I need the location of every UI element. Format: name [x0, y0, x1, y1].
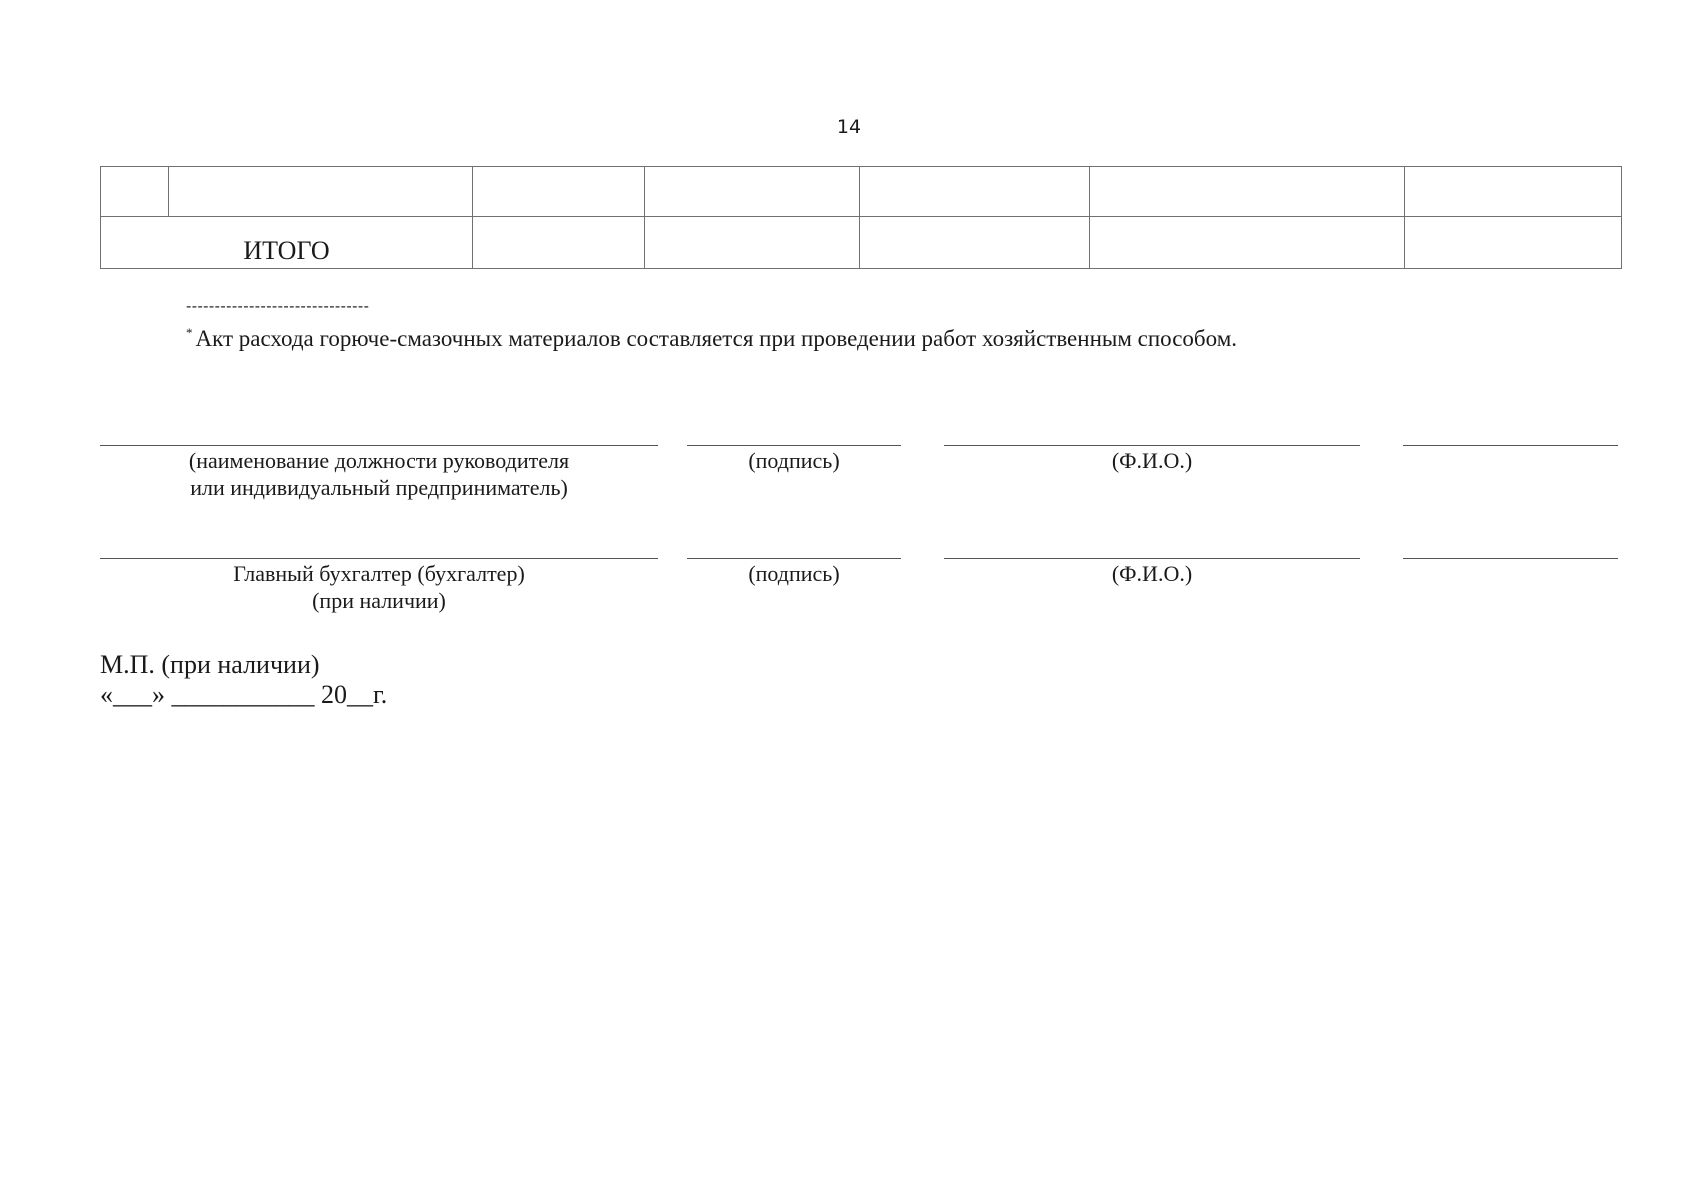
- accountant-position-caption-line1: Главный бухгалтер (бухгалтер): [233, 561, 525, 586]
- total-cell[interactable]: [473, 217, 645, 269]
- footnote-text: Акт расхода горюче-смазочных материалов составляется при проведении работ хозяйственным способом.: [195, 326, 1238, 351]
- table-cell[interactable]: [101, 167, 169, 217]
- accountant-name-caption: (Ф.И.О.): [1111, 561, 1193, 586]
- total-cell[interactable]: [645, 217, 860, 269]
- accountant-signature-caption: (подпись): [748, 561, 840, 586]
- accountant-signature-line[interactable]: [687, 558, 901, 559]
- head-position-caption-line2: или индивидуальный предприниматель): [190, 475, 568, 500]
- table-cell[interactable]: [645, 167, 860, 217]
- footnote: [186, 325, 1237, 352]
- head-position-caption-line1: (наименование должности руководителя: [188, 448, 570, 473]
- stamp-label: М.П. (при наличии): [100, 650, 320, 679]
- footnote-marker: *: [186, 325, 193, 340]
- table-cell[interactable]: [169, 167, 473, 217]
- head-signature-line[interactable]: [687, 445, 901, 446]
- head-position-caption: [100, 447, 658, 501]
- accountant-position-caption: [100, 560, 658, 614]
- total-row: [101, 217, 1622, 269]
- date-line[interactable]: «___» ___________ 20__г.: [100, 680, 388, 709]
- table-cell[interactable]: [473, 167, 645, 217]
- accountant-name-line[interactable]: [944, 558, 1360, 559]
- total-cell[interactable]: [860, 217, 1090, 269]
- head-name-caption: (Ф.И.О.): [1111, 448, 1193, 473]
- total-label: ИТОГО: [101, 217, 473, 269]
- accountant-position-caption-line2: (при наличии): [312, 588, 446, 613]
- stamp-block: [100, 650, 387, 710]
- total-cell[interactable]: [1405, 217, 1622, 269]
- head-name-line[interactable]: [944, 445, 1360, 446]
- table-cell[interactable]: [1405, 167, 1622, 217]
- head-signature-caption: (подпись): [748, 448, 840, 473]
- table-row: [101, 167, 1622, 217]
- head-date-line[interactable]: [1403, 445, 1618, 446]
- accountant-position-line[interactable]: [100, 558, 658, 559]
- page-number: 14: [836, 116, 862, 138]
- total-cell[interactable]: [1090, 217, 1405, 269]
- table-cell[interactable]: [860, 167, 1090, 217]
- accountant-date-line[interactable]: [1403, 558, 1618, 559]
- footnote-separator: --------------------------------: [186, 298, 370, 315]
- head-position-line[interactable]: [100, 445, 658, 446]
- table-cell[interactable]: [1090, 167, 1405, 217]
- fuel-usage-table: [100, 166, 1622, 269]
